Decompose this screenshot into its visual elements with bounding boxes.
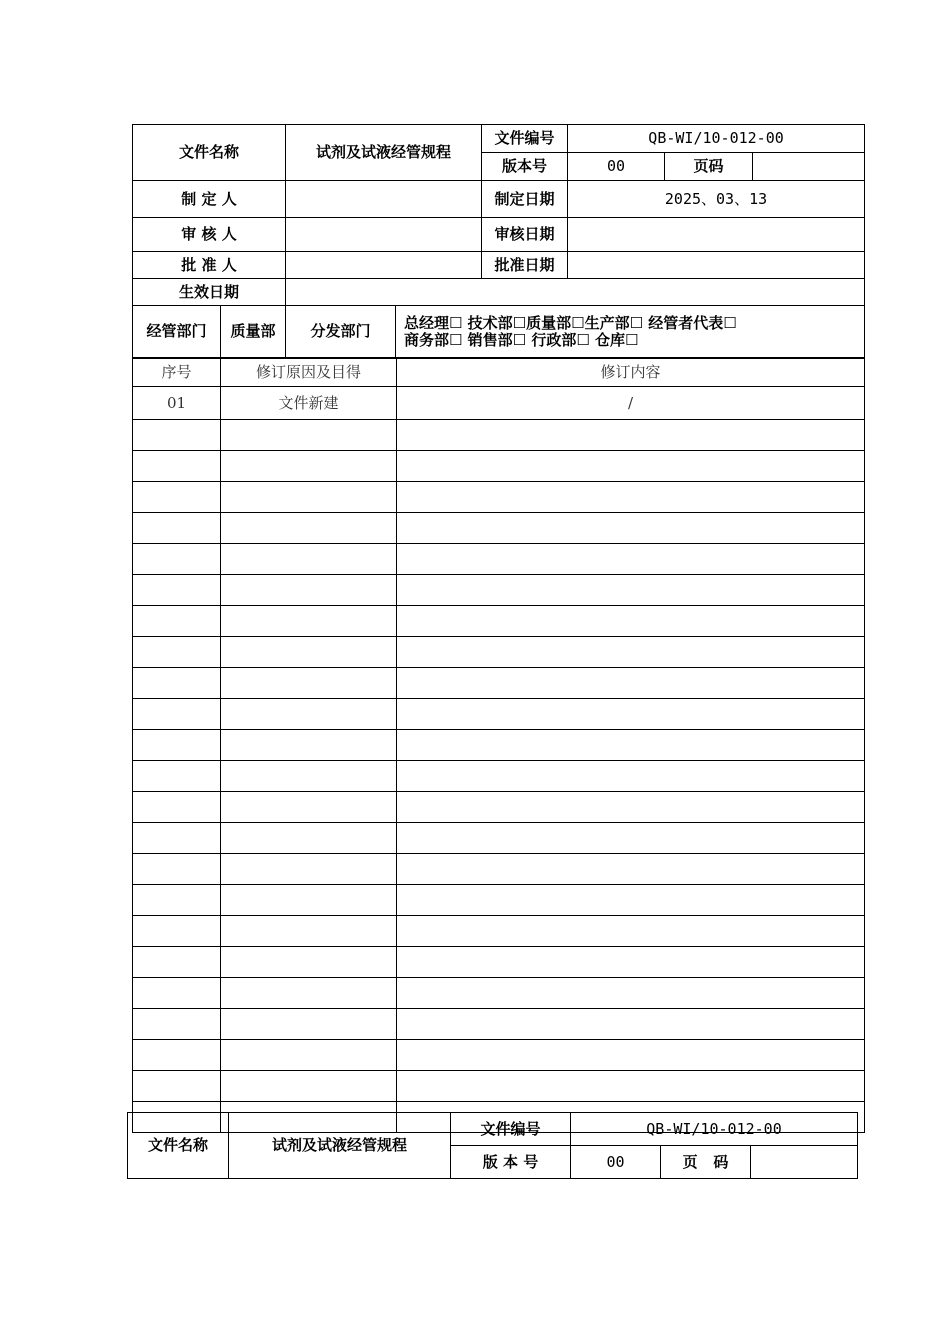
document-control-table — [132, 124, 865, 358]
revision-seq-cell: 01 — [133, 387, 221, 420]
approver-value — [286, 252, 482, 279]
distribute-line-2: 商务部☐ 销售部☐ 行政部☐ 仓库☐ — [404, 330, 639, 349]
footer-table — [127, 1112, 858, 1179]
revision-reason-cell — [221, 606, 397, 637]
footer-file-name-label: 文件名称 — [128, 1113, 229, 1179]
revision-content-cell — [397, 451, 865, 482]
revision-seq-cell — [133, 637, 221, 668]
table-row — [133, 1071, 865, 1102]
table-row — [133, 823, 865, 854]
table-row — [133, 699, 865, 730]
version-label: 版本号 — [482, 153, 568, 181]
footer-version-value: 00 — [571, 1146, 661, 1179]
effective-date-label: 生效日期 — [133, 279, 286, 306]
revision-seq-cell — [133, 699, 221, 730]
review-date-label: 审核日期 — [482, 218, 568, 252]
table-row — [133, 451, 865, 482]
revision-reason-cell — [221, 513, 397, 544]
file-no-label: 文件编号 — [482, 125, 568, 153]
table-row — [133, 387, 865, 420]
table-row — [133, 1009, 865, 1040]
reviewer-label: 审 核 人 — [133, 218, 286, 252]
table-row — [133, 916, 865, 947]
revision-seq-cell — [133, 1071, 221, 1102]
table-row — [133, 544, 865, 575]
distribute-label: 分发部门 — [286, 306, 396, 358]
revision-content-cell — [397, 947, 865, 978]
revision-seq-cell — [133, 854, 221, 885]
table-row — [133, 761, 865, 792]
reviewer-value — [286, 218, 482, 252]
file-no-value: QB-WI/10-012-00 — [568, 125, 865, 153]
footer-version-label: 版 本 号 — [451, 1146, 571, 1179]
revision-reason-cell — [221, 978, 397, 1009]
revision-reason-cell — [221, 668, 397, 699]
revision-reason-cell — [221, 451, 397, 482]
footer-file-no-value: QB-WI/10-012-00 — [571, 1113, 858, 1146]
table-row — [133, 947, 865, 978]
revision-reason-cell — [221, 482, 397, 513]
page-label: 页码 — [665, 153, 753, 181]
revision-reason-cell — [221, 730, 397, 761]
revision-reason-cell — [221, 916, 397, 947]
table-row — [133, 482, 865, 513]
revision-seq-cell — [133, 885, 221, 916]
revision-content-cell — [397, 730, 865, 761]
revision-content-cell — [397, 823, 865, 854]
revision-reason-cell — [221, 792, 397, 823]
approver-label: 批 准 人 — [133, 252, 286, 279]
revision-content-cell — [397, 978, 865, 1009]
table-row — [133, 575, 865, 606]
col-header-content: 修订内容 — [397, 359, 865, 387]
footer-page-value — [751, 1146, 858, 1179]
revision-content-cell — [397, 575, 865, 606]
distribute-departments — [396, 306, 865, 358]
revision-content-cell — [397, 668, 865, 699]
revision-seq-cell — [133, 451, 221, 482]
revision-seq-cell — [133, 761, 221, 792]
revision-content-cell — [397, 1071, 865, 1102]
revision-seq-cell — [133, 1040, 221, 1071]
distribute-line-1: 总经理☐ 技术部☐质量部☐生产部☐ 经管者代表☐ — [404, 313, 737, 332]
revision-table — [132, 358, 865, 1133]
revision-content-cell — [397, 1009, 865, 1040]
revision-reason-cell — [221, 947, 397, 978]
revision-reason-cell: 文件新建 — [221, 387, 397, 420]
col-header-reason: 修订原因及目得 — [221, 359, 397, 387]
manage-dept-label: 经管部门 — [133, 306, 221, 358]
revision-reason-cell — [221, 575, 397, 606]
revision-content-cell — [397, 606, 865, 637]
table-row — [133, 513, 865, 544]
table-row — [133, 730, 865, 761]
footer-page-label: 页 码 — [661, 1146, 751, 1179]
table-row — [133, 637, 865, 668]
table-row — [133, 420, 865, 451]
table-row — [133, 606, 865, 637]
author-label: 制 定 人 — [133, 181, 286, 218]
revision-seq-cell — [133, 916, 221, 947]
table-row — [133, 1040, 865, 1071]
revision-seq-cell — [133, 575, 221, 606]
revision-seq-cell — [133, 1009, 221, 1040]
revision-reason-cell — [221, 854, 397, 885]
col-header-seq: 序号 — [133, 359, 221, 387]
revision-content-cell — [397, 916, 865, 947]
revision-seq-cell — [133, 792, 221, 823]
revision-content-cell: / — [397, 387, 865, 420]
revision-seq-cell — [133, 823, 221, 854]
footer-file-no-label: 文件编号 — [451, 1113, 571, 1146]
footer-file-name-value: 试剂及试液经管规程 — [229, 1113, 451, 1179]
approve-date-label: 批准日期 — [482, 252, 568, 279]
revision-reason-cell — [221, 1009, 397, 1040]
revision-content-cell — [397, 885, 865, 916]
revision-reason-cell — [221, 1071, 397, 1102]
author-date-value: 2025、03、13 — [568, 181, 865, 218]
revision-content-cell — [397, 637, 865, 668]
revision-content-cell — [397, 854, 865, 885]
revision-seq-cell — [133, 978, 221, 1009]
revision-content-cell — [397, 420, 865, 451]
revision-seq-cell — [133, 482, 221, 513]
author-value — [286, 181, 482, 218]
revision-content-cell — [397, 761, 865, 792]
revision-reason-cell — [221, 823, 397, 854]
file-name-label: 文件名称 — [133, 125, 286, 181]
revision-content-cell — [397, 792, 865, 823]
revision-content-cell — [397, 1040, 865, 1071]
revision-content-cell — [397, 699, 865, 730]
revision-seq-cell — [133, 420, 221, 451]
version-value: 00 — [568, 153, 665, 181]
revision-content-cell — [397, 513, 865, 544]
manage-dept-value: 质量部 — [221, 306, 286, 358]
revision-reason-cell — [221, 699, 397, 730]
revision-seq-cell — [133, 513, 221, 544]
table-row — [133, 885, 865, 916]
revision-reason-cell — [221, 420, 397, 451]
author-date-label: 制定日期 — [482, 181, 568, 218]
revision-reason-cell — [221, 637, 397, 668]
revision-content-cell — [397, 482, 865, 513]
revision-reason-cell — [221, 544, 397, 575]
page-value — [753, 153, 865, 181]
revision-seq-cell — [133, 606, 221, 637]
revision-seq-cell — [133, 544, 221, 575]
revision-seq-cell — [133, 730, 221, 761]
table-row — [133, 792, 865, 823]
table-row — [133, 668, 865, 699]
review-date-value — [568, 218, 865, 252]
revision-content-cell — [397, 544, 865, 575]
revision-reason-cell — [221, 885, 397, 916]
table-row — [133, 854, 865, 885]
revision-reason-cell — [221, 1040, 397, 1071]
table-row — [133, 978, 865, 1009]
revision-seq-cell — [133, 947, 221, 978]
file-name-value: 试剂及试液经管规程 — [286, 125, 482, 181]
effective-date-value — [286, 279, 865, 306]
revision-reason-cell — [221, 761, 397, 792]
approve-date-value — [568, 252, 865, 279]
revision-seq-cell — [133, 668, 221, 699]
